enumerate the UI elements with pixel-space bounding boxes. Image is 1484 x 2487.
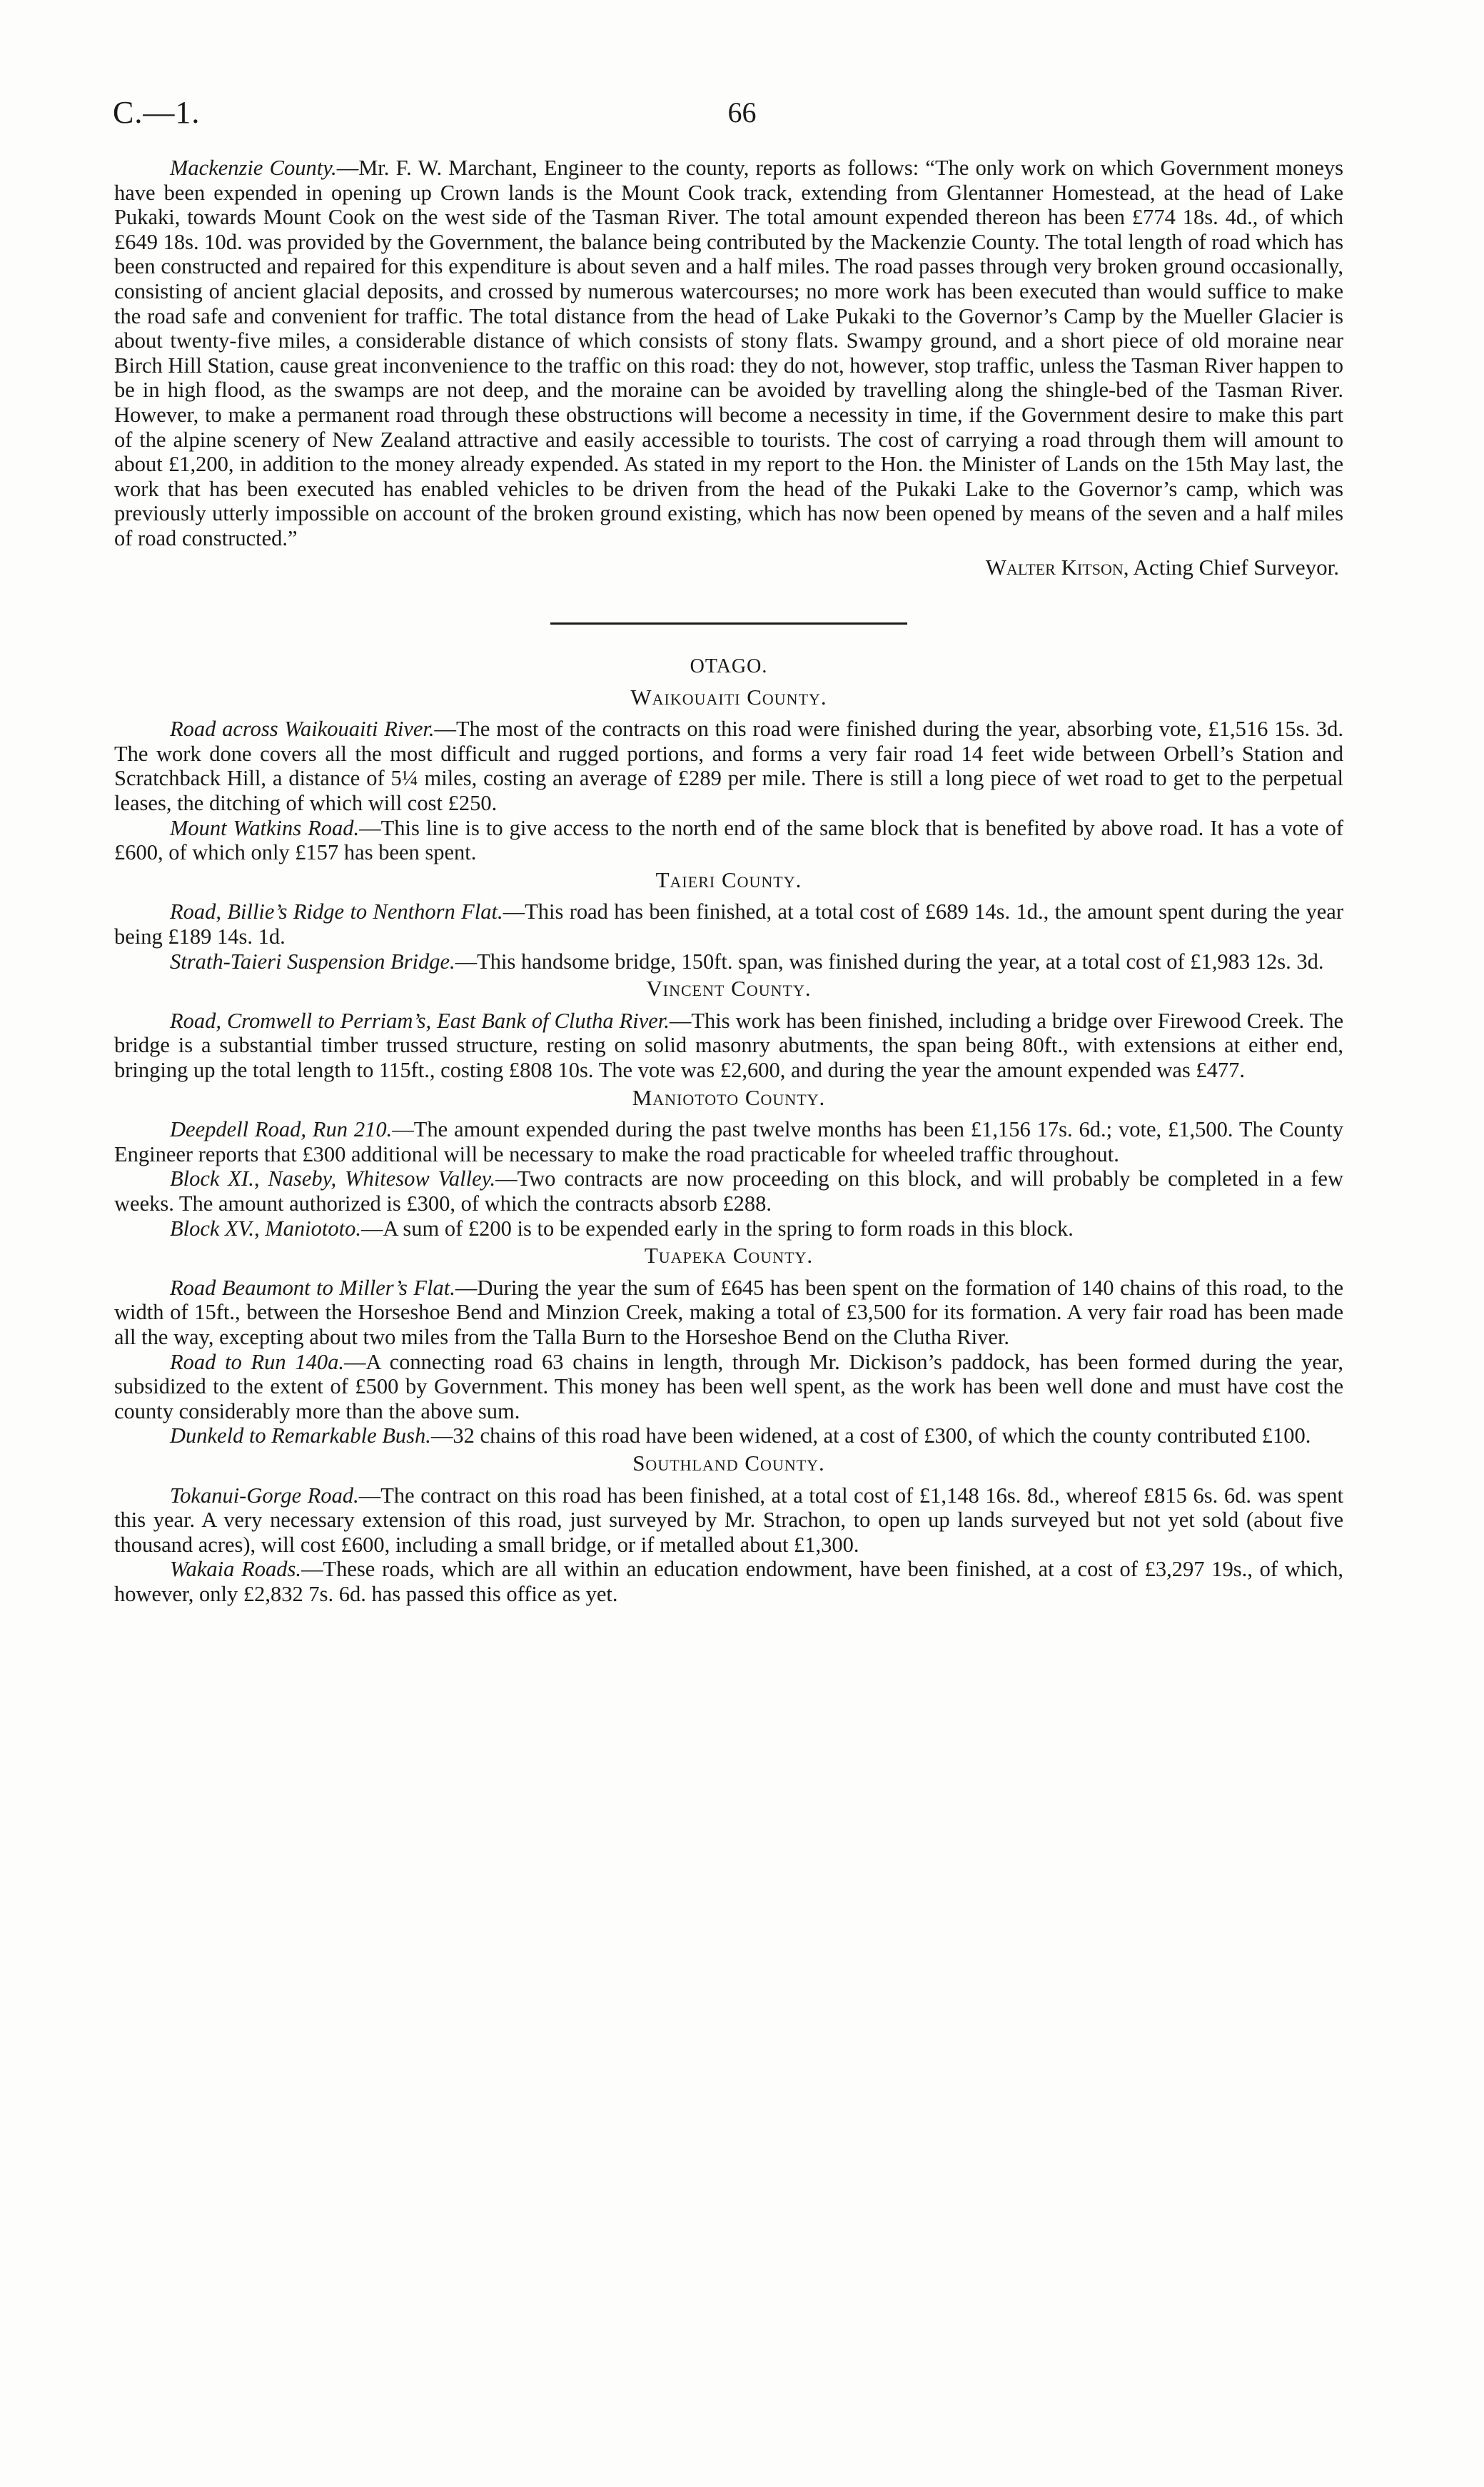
paragraph-lead: Road across Waikouaiti River. bbox=[170, 717, 435, 742]
report-paragraph bbox=[114, 1557, 1343, 1606]
paragraph-lead: Road Beaumont to Miller’s Flat. bbox=[170, 1275, 455, 1300]
paragraph-lead: Tokanui-Gorge Road. bbox=[170, 1483, 359, 1508]
paragraph-text: —During the year the sum of £645 has been spent on the formation of 140 chains of this road, to the width of 15ft., between the Horseshoe Bend and Minzion Creek, making a total of £3,500 for its formation. A very fair road has been made all the way, excepting about two miles from the Talla Burn to the Horseshoe Bend on the Clutha River. bbox=[114, 1275, 1344, 1349]
paragraph-text: —The contract on this road has been finished, at a total cost of £1,148 16s. 8d., whereof £815 6s. 6d. was spent this year. A very necessary extension of this road, just surveyed by Mr. Strachon, to open up lands surveyed but not yet sold (about five thousand acres), will cost £600, including a small bridge, or if metalled about £1,300. bbox=[114, 1483, 1343, 1557]
paragraph-text: —This line is to give access to the north end of the same block that is benefited by above road. It has a vote of £600, of which only £157 has been spent. bbox=[114, 815, 1343, 865]
county-heading: Waikouaiti County. bbox=[630, 684, 827, 710]
county-heading: Vincent County. bbox=[646, 976, 812, 1002]
paragraph-text: —A sum of £200 is to be expended early in the spring to form roads in this block. bbox=[360, 1216, 1074, 1241]
paragraph-lead: Mount Watkins Road. bbox=[170, 815, 360, 840]
report-paragraph bbox=[114, 1483, 1343, 1558]
report-paragraph bbox=[114, 1009, 1343, 1083]
paragraph-lead: Mackenzie County. bbox=[170, 156, 337, 180]
paragraph-lead: Road to Run 140a. bbox=[170, 1349, 345, 1374]
paragraph-lead: Strath-Taieri Suspension Bridge. bbox=[170, 949, 455, 974]
document-reference: C.—1. bbox=[113, 95, 201, 130]
paragraph-text: —The amount expended during the past twelve months has been £1,156 17s. 6d.; vote, £1,500. The County Engineer reports that £300 additional will be necessary to make the road practicable for wheeled traffic throughout. bbox=[114, 1117, 1343, 1166]
report-paragraph bbox=[114, 717, 1343, 815]
report-paragraph bbox=[114, 1117, 1343, 1166]
paragraph-text: —This road has been finished, at a total cost of £689 14s. 1d., the amount spent during the year being £189 14s. 1d. bbox=[114, 899, 1343, 949]
paragraph-lead: Wakaia Roads. bbox=[170, 1557, 301, 1582]
page-number: 66 bbox=[727, 96, 757, 128]
county-heading: Maniototo County. bbox=[632, 1084, 826, 1110]
paragraph-lead: Block XI., Naseby, Whitesow Valley. bbox=[170, 1166, 496, 1191]
paragraph-text: —Mr. F. W. Marchant, Engineer to the county, reports as follows: “The only work on which Government moneys have been expended in opening up Crown lands is the Mount Cook track, extending from Glentanner Homestead, at the head of Lake Pukaki, towards Mount Cook on the west side of the Tasman River. The total amount expended thereon has been £774 18s. 4d., of which £649 18s. 10d. was provided by the Government, the balance being contributed by the Mackenzie County. The total length of road which has been constructed and repaired for this expenditure is about seven and a half miles. The road passes through very broken ground occasionally, consisting of ancient glacial deposits, and crossed by numerous watercourses; no more work has been executed than would suffice to make the road safe and convenient for traffic. The total distance from the head of Lake Pukaki to the Governor’s Camp by the Mueller Glacier is about twenty-five miles, a considerable distance of which consists of stony flats. Swampy ground, and a short piece of old moraine near Birch Hill Station, cause great inconvenience to the traffic on this road: they do not, however, stop traffic, unless the Tasman River happen to be in high flood, as the swamps are not deep, and the moraine can be avoided by travelling along the shingle-bed of the Tasman River. However, to make a permanent road through these obstructions will become a necessity in time, if the Government desire to make this part of the alpine scenery of New Zealand attractive and easily accessible to tourists. The cost of carrying a road through them will amount to about £1,200, in addition to the money already expended. As stated in my report to the Hon. the Minister of Lands on the 15th May last, the work that has been executed has enabled vehicles to be driven from the head of the Pukaki Lake to the Governor’s camp, which was previously utterly impossible on account of the broken ground existing, which has now been opened by means of the seven and a half miles of road constructed.” bbox=[114, 156, 1344, 550]
report-paragraph bbox=[114, 949, 1343, 974]
county-heading: Tuapeka County. bbox=[644, 1243, 814, 1268]
page-body bbox=[114, 156, 1343, 1606]
report-paragraph bbox=[114, 1423, 1343, 1448]
county-heading: Taieri County. bbox=[655, 867, 802, 892]
paragraph-lead: Block XV., Maniototo. bbox=[170, 1216, 361, 1241]
paragraph-lead: Road, Billie’s Ridge to Nenthorn Flat. bbox=[170, 899, 503, 924]
paragraph-text: —This work has been finished, including a bridge over Firewood Creek. The bridge is a substantial timber trussed structure, resting on solid masonry abutments, the span being 80ft., with extensions at either end, bringing up the total length to 115ft., costing £808 10s. The vote was £2,600, and during the year the amount expended was £477. bbox=[114, 1008, 1343, 1082]
paragraph-text: —This handsome bridge, 150ft. span, was finished during the year, at a total cost of £1,983 12s. 3d. bbox=[455, 949, 1324, 974]
report-paragraph bbox=[114, 1350, 1343, 1424]
signature-name: Walter Kitson bbox=[985, 554, 1124, 580]
report-paragraph bbox=[114, 899, 1343, 949]
paragraph-lead: Deepdell Road, Run 210. bbox=[170, 1117, 393, 1142]
paragraph-text: —Two contracts are now proceeding on this block, and will probably be completed in a few weeks. The amount authorized is £300, of which the contracts absorb £288. bbox=[114, 1166, 1343, 1216]
paragraph-text: —A connecting road 63 chains in length, through Mr. Dickison’s paddock, has been formed during the year, subsidized to the extent of £500 by Government. This money has been well spent, as the work has been well done and must have cost the county considerably more than the above sum. bbox=[114, 1349, 1343, 1423]
county-heading: Southland County. bbox=[632, 1450, 825, 1475]
report-paragraph bbox=[114, 1166, 1343, 1216]
intro-paragraph bbox=[114, 156, 1343, 551]
section-divider bbox=[550, 622, 907, 625]
report-paragraph bbox=[114, 1276, 1343, 1350]
region-heading: OTAGO. bbox=[690, 655, 768, 678]
report-paragraph bbox=[114, 1216, 1343, 1241]
report-paragraph bbox=[114, 816, 1343, 865]
paragraph-text: —These roads, which are all within an education endowment, have been finished, at a cost of £3,297 19s., of which, however, only £2,832 7s. 6d. has passed this office as yet. bbox=[114, 1557, 1343, 1606]
paragraph-lead: Dunkeld to Remarkable Bush. bbox=[170, 1423, 431, 1448]
signature-title: , Acting Chief Surveyor. bbox=[1123, 554, 1339, 580]
paragraph-text: —32 chains of this road have been widened, at a cost of £300, of which the county contributed £100. bbox=[430, 1423, 1311, 1448]
signature bbox=[114, 555, 1343, 580]
paragraph-lead: Road, Cromwell to Perriam’s, East Bank of Clutha River. bbox=[170, 1008, 670, 1033]
paragraph-text: —The most of the contracts on this road were finished during the year, absorbing vote, £1,516 15s. 3d. The work done covers all the most difficult and rugged portions, and forms a very fair road 14 feet wide between Orbell’s Station and Scratchback Hill, a distance of 5¼ miles, costing an average of £289 per mile. There is still a long piece of wet road to get to the perpetual leases, the ditching of which will cost £250. bbox=[114, 717, 1343, 816]
